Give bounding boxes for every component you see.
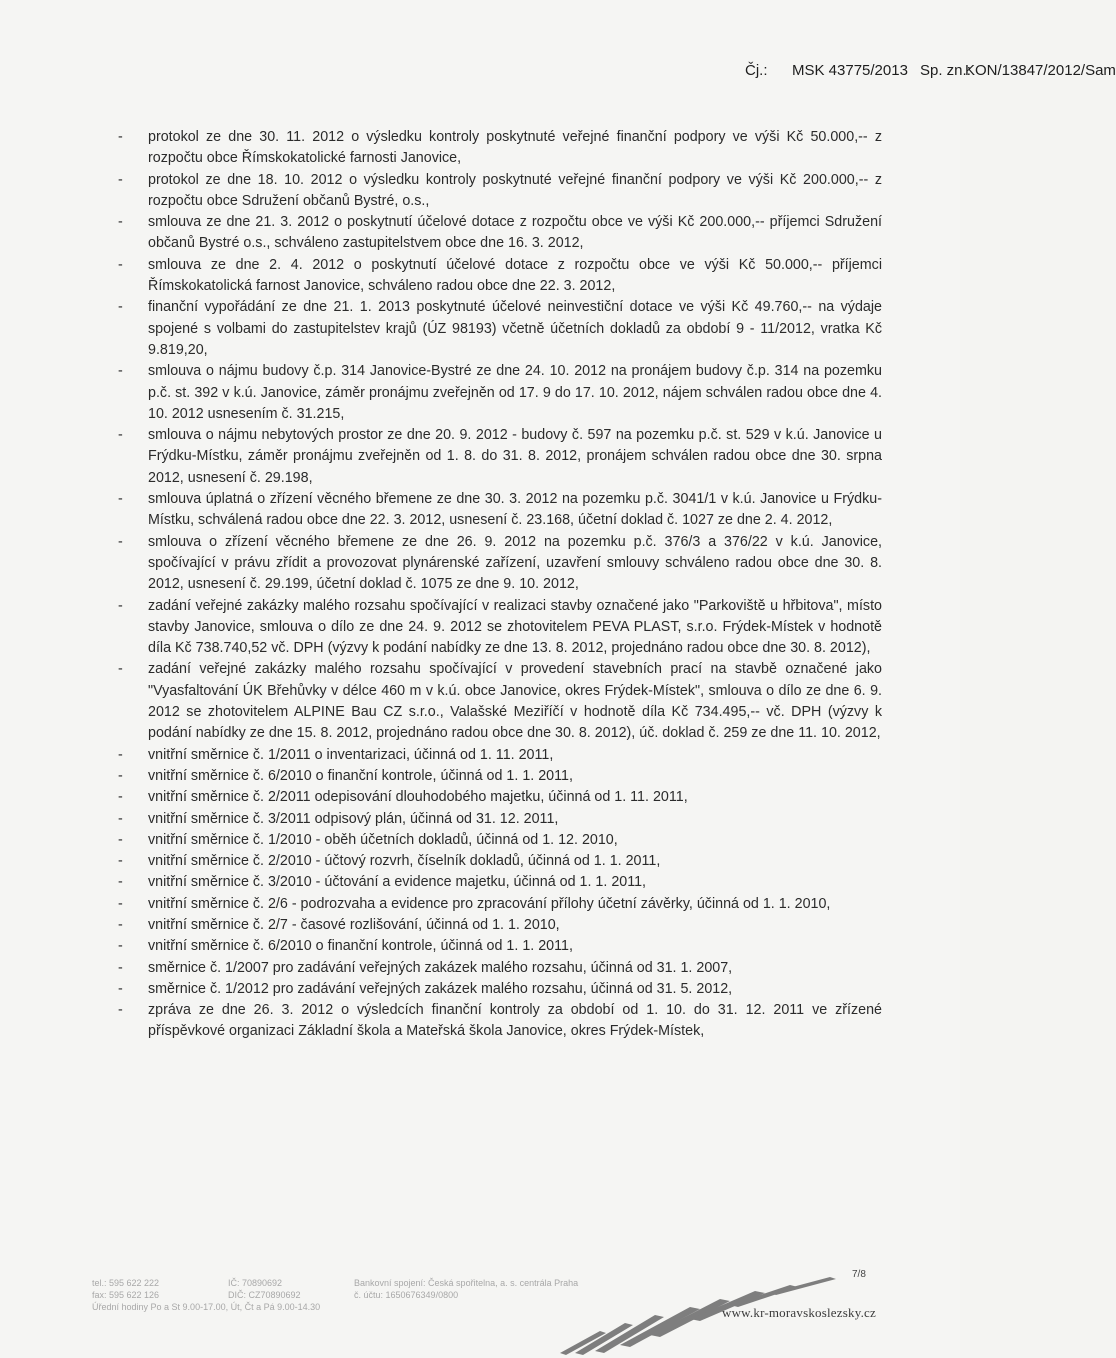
list-bullet: - xyxy=(118,1002,123,1019)
list-item xyxy=(112,255,882,298)
list-item xyxy=(112,170,882,213)
list-item-text: smlouva o nájmu nebytových prostor ze dne 20. 9. 2012 - budovy č. 597 na pozemku p.č. st. 529 v k.ú. Janovice u Frýdku-Místku, záměr pronájmu zveřejněn od 1. 8. do 31. 8. 2012, pronájem schválen radou obce dne 30. srpna 2012, usnesení č. 29.198, xyxy=(148,427,882,486)
list-bullet: - xyxy=(118,491,123,508)
footer-dic: DIČ: CZ70890692 xyxy=(228,1290,301,1300)
list-item xyxy=(112,489,882,532)
spzn-value: KON/13847/2012/Sam xyxy=(965,62,1116,79)
list-bullet: - xyxy=(118,874,123,891)
list-item-text: vnitřní směrnice č. 2/2010 - účtový rozvrh, číselník dokladů, účinná od 1. 1. 2011, xyxy=(148,853,661,870)
list-item xyxy=(112,766,882,787)
list-item xyxy=(112,979,882,1000)
list-item-text: vnitřní směrnice č. 1/2011 o inventarizaci, účinná od 1. 11. 2011, xyxy=(148,746,554,763)
list-bullet: - xyxy=(118,661,123,678)
list-item-text: vnitřní směrnice č. 2/2011 odepisování dlouhodobého majetku, účinná od 1. 11. 2011, xyxy=(148,789,688,806)
list-item xyxy=(112,532,882,596)
list-bullet: - xyxy=(118,533,123,550)
list-item xyxy=(112,745,882,766)
list-item-text: vnitřní směrnice č. 2/6 - podrozvaha a evidence pro zpracování přílohy účetní závěrky, účinná od 1. 1. 2010, xyxy=(148,895,831,912)
list-item-text: protokol ze dne 30. 11. 2012 o výsledku kontroly poskytnuté veřejné finanční podpory ve výši Kč 50.000,-- z rozpočtu obce Římskokatolické farnosti Janovice, xyxy=(148,129,882,167)
list-bullet: - xyxy=(118,597,123,614)
footer-ids xyxy=(228,1277,301,1301)
list-item-text: finanční vypořádání ze dne 21. 1. 2013 poskytnuté účelové neinvestiční dotace ve výši Kč 49.760,-- na výdaje spojené s volbami do zastupitelstev krajů (ÚZ 98193) včetně účetních dokladů za období 9 - 11/2012, vratka Kč 9.819,20, xyxy=(148,299,882,358)
document-header xyxy=(0,62,1116,86)
list-bullet: - xyxy=(118,789,123,806)
list-item-text: smlouva ze dne 21. 3. 2012 o poskytnutí účelové dotace z rozpočtu obce ve výši Kč 200.000,-- příjemci Sdružení občanů Bystré o.s., schváleno zastupitelstvem obce dne 16. 3. 2012, xyxy=(148,214,882,252)
cj-value: MSK 43775/2013 xyxy=(792,62,908,79)
list-item xyxy=(112,851,882,872)
list-item xyxy=(112,212,882,255)
list-item xyxy=(112,659,882,744)
list-item-text: smlouva o nájmu budovy č.p. 314 Janovice-Bystré ze dne 24. 10. 2012 na pronájem budovy č.p. 314 na pozemku p.č. st. 392 v k.ú. Janovice, záměr pronájmu zveřejněn od 17. 9 do 17. 10. 2012, nájem schválen radou obce dne 4. 10. 2012 usnesením č. 31.215, xyxy=(148,363,882,422)
list-item xyxy=(112,958,882,979)
list-bullet: - xyxy=(118,831,123,848)
list-bullet: - xyxy=(118,129,123,145)
list-bullet: - xyxy=(118,363,123,380)
list-item-text: zadání veřejné zakázky malého rozsahu spočívající v realizaci stavby označené jako "Parkoviště u hřbitova", místo stavby Janovice, smlouva o dílo ze dne 24. 9. 2012 se zhotovitelem PEVA PLAST, s.r.o. Frýdek-Místek v hodnotě díla Kč 738.740,52 vč. DPH (výzvy k podání nabídky ze dne 13. 8. 2012, projednáno radou obce dne 30. 8. 2012), xyxy=(148,597,882,657)
list-bullet: - xyxy=(118,171,123,188)
footer-ico: IČ: 70890692 xyxy=(228,1278,283,1288)
list-item-text: vnitřní směrnice č. 6/2010 o finanční kontrole, účinná od 1. 1. 2011, xyxy=(148,767,573,784)
list-item-text: vnitřní směrnice č. 6/2010 o finanční kontrole, účinná od 1. 1. 2011, xyxy=(148,938,573,955)
list-bullet: - xyxy=(118,427,123,444)
list-item xyxy=(112,809,882,830)
website-link[interactable]: www.kr-moravskoslezsky.cz xyxy=(722,1305,876,1320)
list-item-text: vnitřní směrnice č. 1/2010 - oběh účetních dokladů, účinná od 1. 12. 2010, xyxy=(148,831,618,848)
list-item xyxy=(112,361,882,425)
cj-label: Čj.: xyxy=(745,62,768,79)
footer-hours: Úřední hodiny Po a St 9.00-17.00, Út, Čt a Pá 9.00-14.30 xyxy=(92,1302,321,1312)
spzn-label: Sp. zn.: xyxy=(920,62,971,79)
list-bullet: - xyxy=(118,938,123,955)
footer-phone: tel.: 595 622 222 xyxy=(92,1278,160,1288)
footer-fax: fax: 595 622 126 xyxy=(92,1290,160,1300)
list-item-text: smlouva ze dne 2. 4. 2012 o poskytnutí účelové dotace z rozpočtu obce ve výši Kč 50.000,-- příjemci Římskokatolická farnost Janovice, schváleno radou obce dne 22. 3. 2012, xyxy=(148,256,882,295)
list-item xyxy=(112,425,882,489)
list-item xyxy=(112,830,882,851)
list-bullet: - xyxy=(118,959,123,976)
list-bullet: - xyxy=(118,853,123,870)
list-item-text: vnitřní směrnice č. 3/2010 - účtování a evidence majetku, účinná od 1. 1. 2011, xyxy=(148,874,647,891)
list-item-text: smlouva o zřízení věcného břemene ze dne 26. 9. 2012 na pozemku p.č. 376/3 a 376/22 v k.ú. Janovice, spočívající v právu zřídit a provozovat plynárenské zařízení, uzavření smlouvy schváleno radou obce dne 30. 8. 2012, usnesení č. 29.199, účetní doklad č. 1075 ze dne 9. 10. 2012, xyxy=(148,533,882,593)
page-footer xyxy=(0,1265,960,1358)
list-item-text: protokol ze dne 18. 10. 2012 o výsledku kontroly poskytnuté veřejné finanční podpory ve výši Kč 200.000,-- z rozpočtu obce Sdružení občanů Bystré, o.s., xyxy=(148,171,882,209)
list-item-text: směrnice č. 1/2007 pro zadávání veřejných zakázek malého rozsahu, účinná od 31. 1. 2007, xyxy=(148,959,733,976)
list-item-text: zpráva ze dne 26. 3. 2012 o výsledcích finanční kontroly za období od 1. 10. do 31. 12. 2011 ve zřízené příspěvkové organizaci Základní škola a Mateřská škola Janovice, okres Frýdek-Místek, xyxy=(148,1002,882,1040)
list-item xyxy=(112,297,882,361)
list-item-text: zadání veřejné zakázky malého rozsahu spočívající v provedení stavebních prací na stavbě označené jako "Vyasfaltování ÚK Břehůvky v délce 460 m v k.ú. obce Janovice, okres Frýdek-Místek", smlouva o dílo ze dne 6. 9. 2012 se zhotovitelem ALPINE Bau CZ s.r.o., Valašské Meziříčí v hodnotě díla Kč 734.495,-- vč. DPH (výzvy k podání nabídky ze dne 15. 8. 2012, projednáno radou obce dne 30. 8. 2012), úč. doklad č. 259 ze dne 11. 10. 2012, xyxy=(148,661,882,742)
list-item-text: směrnice č. 1/2012 pro zadávání veřejných zakázek malého rozsahu, účinná od 31. 5. 2012, xyxy=(148,980,733,997)
list-bullet: - xyxy=(118,980,123,997)
list-item xyxy=(112,915,882,936)
list-item-text: vnitřní směrnice č. 3/2011 odpisový plán, účinná od 31. 12. 2011, xyxy=(148,810,559,827)
list-item-text: vnitřní směrnice č. 2/7 - časové rozlišování, účinná od 1. 1. 2010, xyxy=(148,916,560,933)
footer-bank xyxy=(354,1277,578,1301)
list-item-text: smlouva úplatná o zřízení věcného břemene ze dne 30. 3. 2012 na pozemku p.č. 3041/1 v k.ú. Janovice u Frýdku-Místku, schválená radou obce dne 22. 3. 2012, usnesení č. 23.168, účetní doklad č. 1027 ze dne 2. 4. 2012, xyxy=(148,491,882,529)
page-number: 7/8 xyxy=(852,1269,866,1280)
list-item xyxy=(112,894,882,915)
document-list xyxy=(112,127,882,1043)
list-bullet: - xyxy=(118,256,123,273)
footer-bank-name: Bankovní spojení: Česká spořitelna, a. s. centrála Praha xyxy=(354,1278,579,1288)
list-item xyxy=(112,1000,882,1043)
list-bullet: - xyxy=(118,895,123,912)
footer-bank-account: č. účtu: 1650676349/0800 xyxy=(354,1290,459,1300)
list-item xyxy=(112,787,882,808)
list-bullet: - xyxy=(118,767,123,784)
list-item xyxy=(112,872,882,893)
list-item xyxy=(112,127,882,170)
list-bullet: - xyxy=(118,214,123,231)
list-bullet: - xyxy=(118,746,123,763)
list-bullet: - xyxy=(118,810,123,827)
list-bullet: - xyxy=(118,299,123,316)
list-bullet: - xyxy=(118,916,123,933)
list-item xyxy=(112,596,882,660)
list-item xyxy=(112,936,882,957)
